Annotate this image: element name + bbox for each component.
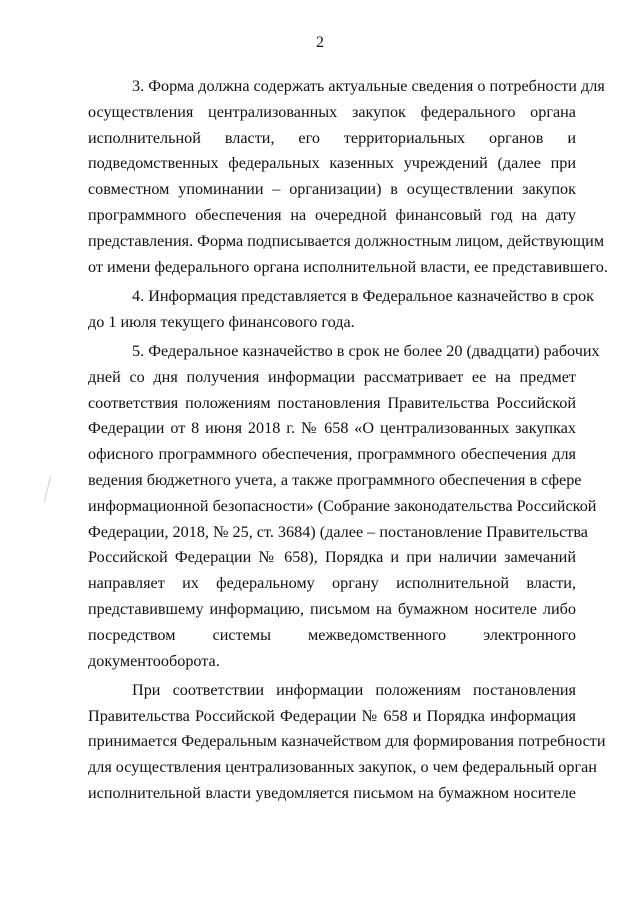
text-line: документооборота. [88, 651, 220, 670]
text-line: офисного программного обеспечения, программного обеспечения для [88, 445, 576, 464]
text-line: соответствия положениям постановления Правительства Российской [88, 393, 576, 412]
text-line: Правительства Российской Федерации № 658 и Порядка информация [88, 706, 576, 725]
text-line: исполнительной власти уведомляется письмом на бумажном носителе [88, 784, 576, 803]
paragraph-4 [88, 284, 594, 336]
text-line: ведения бюджетного учета, а также программного обеспечения в сфере [88, 470, 582, 489]
text-line: от имени федерального органа исполнительной власти, ее представившего. [88, 257, 608, 276]
text-line: 4. Информация представляется в Федеральное казначейство в срок [132, 286, 594, 305]
paragraph-5 [88, 339, 600, 674]
text-line: исполнительной власти, его территориальных органов и [88, 128, 576, 147]
page-number: 2 [316, 34, 324, 51]
text-line: принимается Федеральным казначейством для формирования потребности [88, 732, 606, 751]
text-line: до 1 июля текущего финансового года. [88, 312, 355, 331]
text-line: направляет их федеральному органу исполнительной власти, [88, 574, 576, 593]
text-line: осуществления централизованных закупок федерального органа [88, 102, 576, 121]
paragraph-acceptance [88, 678, 606, 807]
text-line: подведомственных федеральных казенных учреждений (далее при [88, 154, 576, 173]
paragraph-3 [88, 74, 608, 280]
text-line: представления. Форма подписывается должностным лицом, действующим [88, 231, 605, 250]
text-line: Федерации от 8 июня 2018 г. № 658 «О централизованных закупках [88, 419, 576, 438]
text-line: программного обеспечения на очередной финансовый год на дату [88, 205, 576, 224]
text-line: Российской Федерации № 658), Порядка и при наличии замечаний [88, 548, 576, 567]
text-line: При соответствии информации положениям постановления [132, 680, 576, 699]
text-line: информационной безопасности» (Собрание законодательства Российской [88, 496, 597, 515]
document-body [88, 74, 608, 807]
scan-mark [44, 476, 51, 501]
text-line: представившему информацию, письмом на бумажном носителе либо [88, 599, 576, 618]
text-line: совместном упоминании – организации) в осуществлении закупок [88, 180, 576, 199]
text-line: 3. Форма должна содержать актуальные сведения о потребности для [132, 77, 605, 95]
text-line: для осуществления централизованных закупок, о чем федеральный орган [88, 758, 597, 777]
text-line: дней со дня получения информации рассматривает ее на предмет [88, 367, 576, 386]
text-line: Федерации, 2018, № 25, ст. 3684) (далее – постановление Правительства [88, 522, 588, 541]
text-line: 5. Федеральное казначейство в срок не более 20 (двадцати) рабочих [132, 341, 600, 360]
text-line: посредством системы межведомственного электронного [88, 625, 576, 644]
